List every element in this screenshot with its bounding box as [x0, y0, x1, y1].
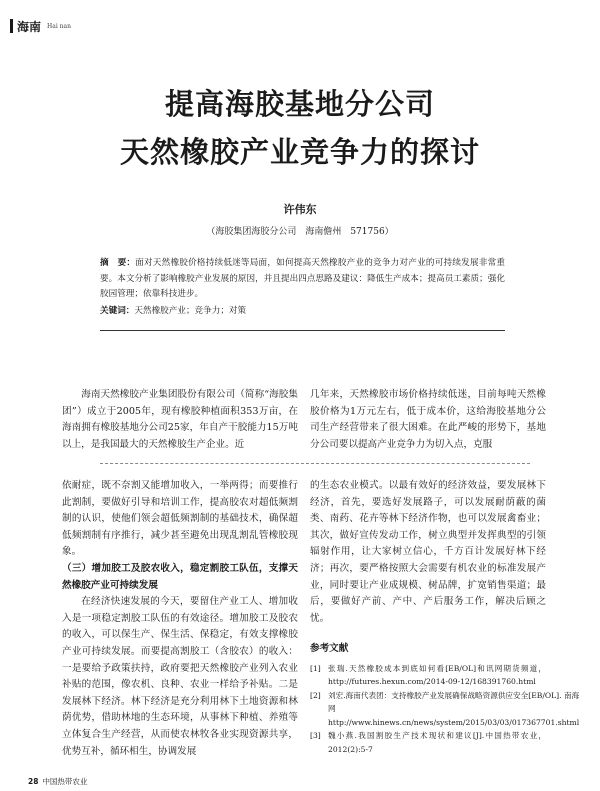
abstract-text: 面对天然橡胶价格持续低迷等局面，如何提高天然橡胶产业的竞争力对产业的可持续发展非常重要。本文分析了影响橡胶产业发展的原因，并且提出四点思路及建议：降低生产成本；提高员工素质；强化胶园管理；依靠科技进步。 — [100, 258, 505, 299]
subsection-heading: （三）增加胶工及胶农收入，稳定割胶工队伍，支撑天然橡胶产业可持续发展 — [62, 562, 298, 591]
left-paragraph-2: 在经济快速发展的今天，要留住产业工人、增加收入是一项稳定割胶工队伍的有效途径。增加胶工及胶农的收入，可以保生产、保生活、保稳定，有效支撑橡胶产业可持续发展。而要提高割胶工（含胶农）的收入：一是要给予政策扶持，政府要把天然橡胶产业列入农业补贴的范围，像农机、良种、农业一样给予补贴。二是发展林下经济。林下经济是充分利用林下土地资源和林荫优势，借助林地的生态环境，从事林下种植、养殖等立体复合生产经营，从而使农林牧各业实现资源共享，优势互补，循环相生，协调发展 — [62, 596, 298, 757]
abstract — [100, 256, 505, 303]
reference-item — [310, 729, 546, 756]
section-divider — [100, 463, 530, 464]
section-label: 海南 — [17, 19, 42, 34]
keywords-label: 关键词： — [100, 306, 135, 316]
title-line-1: 提高海胶基地分公司 — [164, 87, 435, 121]
abstract-rule — [100, 330, 505, 331]
reference-item — [310, 689, 580, 730]
intro-paragraph-1: 海南天然橡胶产业集团股份有限公司（简称“海胶集团”）成立于2005年，现有橡胶种植面积353万亩，在海南拥有橡胶基地分公司25家，年自产干胶能力15万吨以上，是我国最大的天然橡胶生产企业。近 — [62, 389, 298, 450]
left-paragraph-1: 依耐症，既不奈割又能增加收入，一举两得；而要推行此割制，要做好引导和培训工作，提高胶农对超低频割制的认识，使他们领会超低频割制的基础技术，确保超低频割制有序推行，减少甚至避免出现乱割乱管橡胶现象。 — [62, 480, 298, 558]
page-number: 28 — [28, 777, 39, 786]
keywords-text: 天然橡胶产业；竞争力；对策 — [134, 306, 247, 316]
reference-text: 魏小燕.我国割胶生产技术现状和建议[J].中国热带农业，2012(2):5-7 — [328, 731, 546, 754]
section-pinyin: Hai nan — [47, 22, 71, 30]
header-bar — [10, 19, 13, 33]
reference-number: [2] — [310, 690, 321, 700]
keywords — [100, 304, 505, 320]
reference-number: [3] — [310, 731, 321, 741]
reference-text: 张瑞.天然橡胶成本到底如何看[EB/OL]和讯网期货频道，http://futures.hexun.com/2014-09-12/168391760.html — [328, 663, 546, 687]
top-left-column — [62, 387, 298, 453]
affiliation: （海胶集团海胶分公司 海南儋州 571756） — [206, 227, 394, 237]
references-title: 参考文献 — [310, 643, 349, 655]
right-column — [310, 478, 580, 756]
abstract-label: 摘 要： — [100, 258, 136, 268]
journal-name: 中国热带农业 — [42, 777, 88, 786]
reference-item — [310, 662, 546, 689]
page-footer — [28, 776, 87, 787]
intro-paragraph-2: 几年来，天然橡胶市场价格持续低迷，目前每吨天然橡胶价格为1万元左右，低于成本价，这给海胶基地分公司生产经营带来了很大困难。在此严峻的形势下，基地分公司要以提高产业竞争力为切入点，克服 — [310, 389, 546, 450]
top-right-column — [310, 387, 546, 453]
running-header — [10, 18, 71, 34]
reference-number: [1] — [310, 663, 321, 673]
reference-text: 刘宏.海南代表团：支持橡胶产业发展确保战略资源供应安全[EB/OL]. 南海网 http://www.hinews.cn/news/system/2015/03/03/017367701.shtml — [328, 690, 580, 727]
left-column — [62, 478, 298, 760]
right-paragraph-1: 的生态农业模式。以最有效好的经济效益，要发展林下经济，首先，要选好发展路子，可以发展耐荫蔽的菌类、南药、花卉等林下经济作物，也可以发展禽畜业；其次，做好宣传发动工作，树立典型并发挥典型的引领辐射作用，让大家树立信心，千方百计发展好林下经济；再次，要严格按照大会需要有机农业的标准发展产业，同时要让产业成规模、树品牌，扩宽销售渠道；最后，要做好产前、产中、产后服务工作，解决后顾之忧。 — [310, 480, 546, 624]
title-line-2: 天然橡胶产业竞争力的探讨 — [119, 135, 480, 169]
author: 许伟东 — [283, 203, 317, 216]
